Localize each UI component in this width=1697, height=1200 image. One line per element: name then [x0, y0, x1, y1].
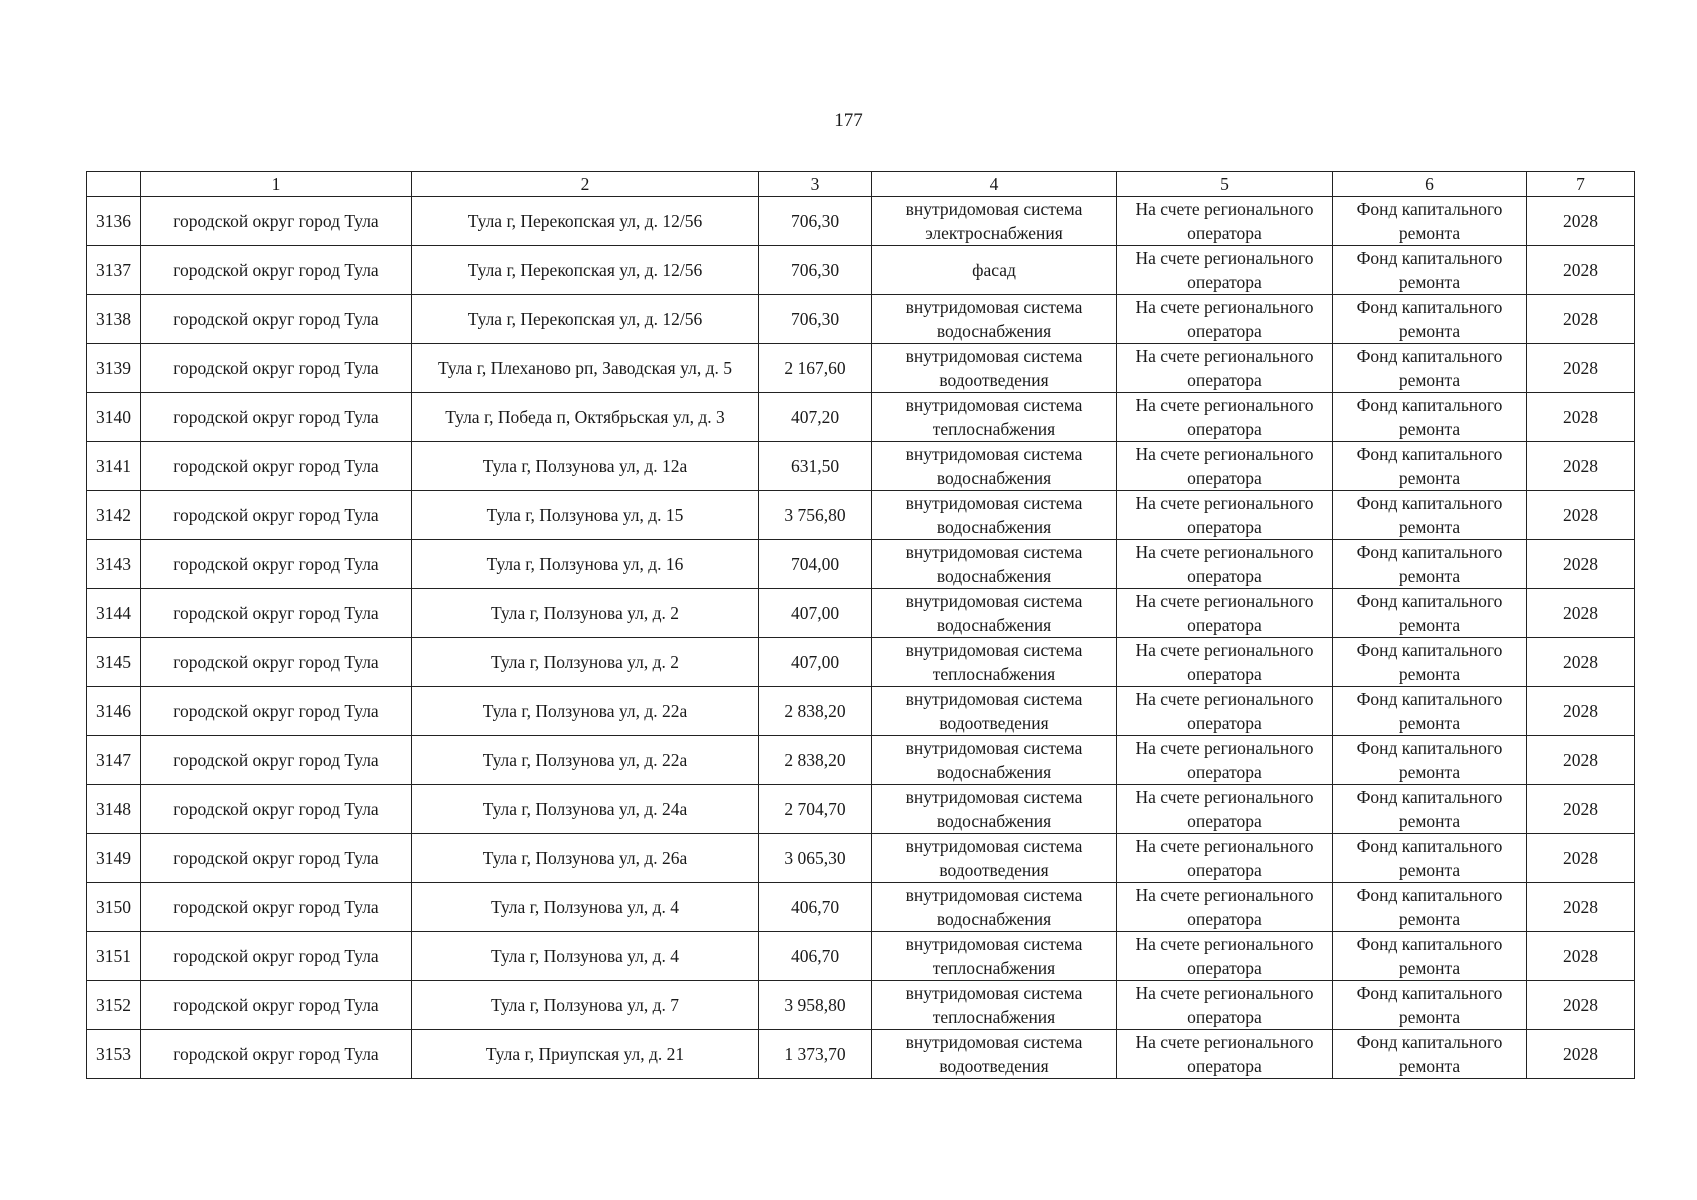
account-cell: На счете регионального оператора [1117, 638, 1333, 687]
area-cell: 704,00 [759, 540, 872, 589]
year-cell: 2028 [1527, 197, 1635, 246]
fund-cell: Фонд капитального ремонта [1333, 344, 1527, 393]
header-cell-4: 4 [872, 172, 1117, 197]
area-cell: 706,30 [759, 246, 872, 295]
area-cell: 407,00 [759, 638, 872, 687]
header-cell-2: 2 [412, 172, 759, 197]
year-cell: 2028 [1527, 981, 1635, 1030]
year-cell: 2028 [1527, 638, 1635, 687]
table-row [87, 393, 1635, 442]
municipality-cell: городской округ город Тула [141, 736, 412, 785]
account-cell: На счете регионального оператора [1117, 295, 1333, 344]
header-row [87, 172, 1635, 197]
area-cell: 2 838,20 [759, 687, 872, 736]
account-cell: На счете регионального оператора [1117, 981, 1333, 1030]
row-number-cell: 3143 [87, 540, 141, 589]
row-number-cell: 3147 [87, 736, 141, 785]
table-row [87, 883, 1635, 932]
area-cell: 2 167,60 [759, 344, 872, 393]
area-cell: 406,70 [759, 932, 872, 981]
address-cell: Тула г, Ползунова ул, д. 24а [412, 785, 759, 834]
account-cell: На счете регионального оператора [1117, 883, 1333, 932]
table-row [87, 540, 1635, 589]
address-cell: Тула г, Ползунова ул, д. 26а [412, 834, 759, 883]
fund-cell: Фонд капитального ремонта [1333, 638, 1527, 687]
municipality-cell: городской округ город Тула [141, 932, 412, 981]
area-cell: 1 373,70 [759, 1030, 872, 1079]
table-row [87, 295, 1635, 344]
table-row [87, 981, 1635, 1030]
system-cell: внутридомовая система водоснабжения [872, 442, 1117, 491]
year-cell: 2028 [1527, 932, 1635, 981]
fund-cell: Фонд капитального ремонта [1333, 981, 1527, 1030]
address-cell: Тула г, Ползунова ул, д. 12а [412, 442, 759, 491]
table-body [87, 197, 1635, 1079]
system-cell: внутридомовая система теплоснабжения [872, 638, 1117, 687]
address-cell: Тула г, Ползунова ул, д. 16 [412, 540, 759, 589]
table-row [87, 1030, 1635, 1079]
row-number-cell: 3146 [87, 687, 141, 736]
account-cell: На счете регионального оператора [1117, 589, 1333, 638]
municipality-cell: городской округ город Тула [141, 1030, 412, 1079]
address-cell: Тула г, Перекопская ул, д. 12/56 [412, 197, 759, 246]
row-number-cell: 3137 [87, 246, 141, 295]
fund-cell: Фонд капитального ремонта [1333, 246, 1527, 295]
address-cell: Тула г, Перекопская ул, д. 12/56 [412, 295, 759, 344]
row-number-cell: 3149 [87, 834, 141, 883]
municipality-cell: городской округ город Тула [141, 393, 412, 442]
row-number-cell: 3153 [87, 1030, 141, 1079]
address-cell: Тула г, Ползунова ул, д. 22а [412, 736, 759, 785]
fund-cell: Фонд капитального ремонта [1333, 540, 1527, 589]
table-row [87, 344, 1635, 393]
year-cell: 2028 [1527, 687, 1635, 736]
account-cell: На счете регионального оператора [1117, 687, 1333, 736]
fund-cell: Фонд капитального ремонта [1333, 295, 1527, 344]
system-cell: внутридомовая система водоснабжения [872, 295, 1117, 344]
account-cell: На счете регионального оператора [1117, 393, 1333, 442]
area-cell: 706,30 [759, 295, 872, 344]
system-cell: внутридомовая система теплоснабжения [872, 932, 1117, 981]
table-row [87, 785, 1635, 834]
fund-cell: Фонд капитального ремонта [1333, 736, 1527, 785]
table-row [87, 589, 1635, 638]
municipality-cell: городской округ город Тула [141, 638, 412, 687]
account-cell: На счете регионального оператора [1117, 540, 1333, 589]
table-row [87, 687, 1635, 736]
table-row [87, 197, 1635, 246]
municipality-cell: городской округ город Тула [141, 246, 412, 295]
fund-cell: Фонд капитального ремонта [1333, 393, 1527, 442]
year-cell: 2028 [1527, 344, 1635, 393]
row-number-cell: 3152 [87, 981, 141, 1030]
municipality-cell: городской округ город Тула [141, 785, 412, 834]
row-number-cell: 3138 [87, 295, 141, 344]
system-cell: внутридомовая система водоснабжения [872, 785, 1117, 834]
table-row [87, 834, 1635, 883]
system-cell: внутридомовая система электроснабжения [872, 197, 1117, 246]
year-cell: 2028 [1527, 883, 1635, 932]
fund-cell: Фонд капитального ремонта [1333, 442, 1527, 491]
area-cell: 631,50 [759, 442, 872, 491]
fund-cell: Фонд капитального ремонта [1333, 1030, 1527, 1079]
fund-cell: Фонд капитального ремонта [1333, 491, 1527, 540]
fund-cell: Фонд капитального ремонта [1333, 883, 1527, 932]
account-cell: На счете регионального оператора [1117, 442, 1333, 491]
area-cell: 706,30 [759, 197, 872, 246]
system-cell: внутридомовая система водоснабжения [872, 736, 1117, 785]
address-cell: Тула г, Ползунова ул, д. 4 [412, 883, 759, 932]
area-cell: 407,00 [759, 589, 872, 638]
row-number-cell: 3139 [87, 344, 141, 393]
area-cell: 2 838,20 [759, 736, 872, 785]
header-cell-1: 1 [141, 172, 412, 197]
header-cell-7: 7 [1527, 172, 1635, 197]
year-cell: 2028 [1527, 295, 1635, 344]
municipality-cell: городской округ город Тула [141, 981, 412, 1030]
year-cell: 2028 [1527, 1030, 1635, 1079]
municipality-cell: городской округ город Тула [141, 589, 412, 638]
table-row [87, 491, 1635, 540]
area-cell: 406,70 [759, 883, 872, 932]
account-cell: На счете регионального оператора [1117, 785, 1333, 834]
row-number-cell: 3148 [87, 785, 141, 834]
year-cell: 2028 [1527, 736, 1635, 785]
year-cell: 2028 [1527, 540, 1635, 589]
account-cell: На счете регионального оператора [1117, 834, 1333, 883]
year-cell: 2028 [1527, 246, 1635, 295]
area-cell: 3 065,30 [759, 834, 872, 883]
account-cell: На счете регионального оператора [1117, 197, 1333, 246]
fund-cell: Фонд капитального ремонта [1333, 197, 1527, 246]
account-cell: На счете регионального оператора [1117, 246, 1333, 295]
address-cell: Тула г, Ползунова ул, д. 4 [412, 932, 759, 981]
area-cell: 2 704,70 [759, 785, 872, 834]
row-number-cell: 3151 [87, 932, 141, 981]
year-cell: 2028 [1527, 393, 1635, 442]
system-cell: фасад [872, 246, 1117, 295]
area-cell: 3 756,80 [759, 491, 872, 540]
municipality-cell: городской округ город Тула [141, 442, 412, 491]
address-cell: Тула г, Приупская ул, д. 21 [412, 1030, 759, 1079]
address-cell: Тула г, Плеханово рп, Заводская ул, д. 5 [412, 344, 759, 393]
municipality-cell: городской округ город Тула [141, 834, 412, 883]
system-cell: внутридомовая система водоснабжения [872, 540, 1117, 589]
area-cell: 407,20 [759, 393, 872, 442]
page-number: 177 [834, 110, 863, 131]
fund-cell: Фонд капитального ремонта [1333, 834, 1527, 883]
system-cell: внутридомовая система водоотведения [872, 834, 1117, 883]
account-cell: На счете регионального оператора [1117, 1030, 1333, 1079]
year-cell: 2028 [1527, 589, 1635, 638]
system-cell: внутридомовая система водоснабжения [872, 491, 1117, 540]
system-cell: внутридомовая система водоотведения [872, 687, 1117, 736]
address-cell: Тула г, Ползунова ул, д. 7 [412, 981, 759, 1030]
table-row [87, 442, 1635, 491]
address-cell: Тула г, Ползунова ул, д. 15 [412, 491, 759, 540]
year-cell: 2028 [1527, 442, 1635, 491]
table-row [87, 246, 1635, 295]
address-cell: Тула г, Перекопская ул, д. 12/56 [412, 246, 759, 295]
account-cell: На счете регионального оператора [1117, 491, 1333, 540]
table-row [87, 638, 1635, 687]
municipality-cell: городской округ город Тула [141, 883, 412, 932]
year-cell: 2028 [1527, 785, 1635, 834]
system-cell: внутридомовая система водоотведения [872, 1030, 1117, 1079]
fund-cell: Фонд капитального ремонта [1333, 932, 1527, 981]
system-cell: внутридомовая система теплоснабжения [872, 981, 1117, 1030]
address-cell: Тула г, Ползунова ул, д. 2 [412, 589, 759, 638]
row-number-cell: 3145 [87, 638, 141, 687]
row-number-cell: 3144 [87, 589, 141, 638]
row-number-cell: 3150 [87, 883, 141, 932]
row-number-cell: 3136 [87, 197, 141, 246]
fund-cell: Фонд капитального ремонта [1333, 589, 1527, 638]
system-cell: внутридомовая система водоснабжения [872, 883, 1117, 932]
account-cell: На счете регионального оператора [1117, 736, 1333, 785]
table-row [87, 932, 1635, 981]
account-cell: На счете регионального оператора [1117, 344, 1333, 393]
address-cell: Тула г, Ползунова ул, д. 22а [412, 687, 759, 736]
header-cell-6: 6 [1333, 172, 1527, 197]
capital-repair-table [86, 171, 1635, 1079]
system-cell: внутридомовая система теплоснабжения [872, 393, 1117, 442]
year-cell: 2028 [1527, 491, 1635, 540]
header-cell-num [87, 172, 141, 197]
municipality-cell: городской округ город Тула [141, 295, 412, 344]
fund-cell: Фонд капитального ремонта [1333, 785, 1527, 834]
header-cell-3: 3 [759, 172, 872, 197]
address-cell: Тула г, Ползунова ул, д. 2 [412, 638, 759, 687]
municipality-cell: городской округ город Тула [141, 344, 412, 393]
system-cell: внутридомовая система водоснабжения [872, 589, 1117, 638]
year-cell: 2028 [1527, 834, 1635, 883]
row-number-cell: 3140 [87, 393, 141, 442]
system-cell: внутридомовая система водоотведения [872, 344, 1117, 393]
municipality-cell: городской округ город Тула [141, 687, 412, 736]
municipality-cell: городской округ город Тула [141, 491, 412, 540]
municipality-cell: городской округ город Тула [141, 197, 412, 246]
table-row [87, 736, 1635, 785]
municipality-cell: городской округ город Тула [141, 540, 412, 589]
row-number-cell: 3142 [87, 491, 141, 540]
account-cell: На счете регионального оператора [1117, 932, 1333, 981]
area-cell: 3 958,80 [759, 981, 872, 1030]
header-cell-5: 5 [1117, 172, 1333, 197]
row-number-cell: 3141 [87, 442, 141, 491]
fund-cell: Фонд капитального ремонта [1333, 687, 1527, 736]
address-cell: Тула г, Победа п, Октябрьская ул, д. 3 [412, 393, 759, 442]
